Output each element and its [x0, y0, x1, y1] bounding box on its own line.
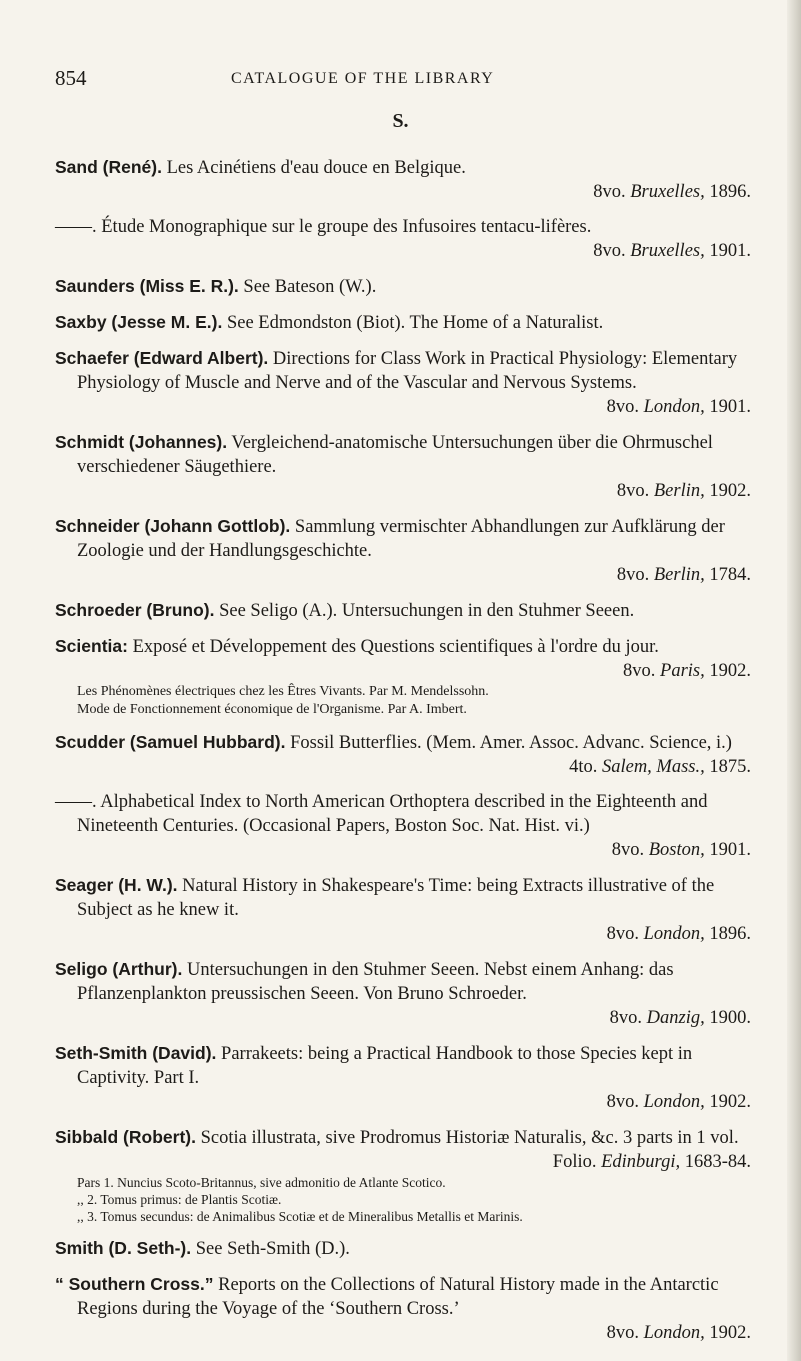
entry-part: Pars 1. Nuncius Scoto-Britannus, sive admonitio de Atlante Scotico. — [77, 1175, 446, 1190]
catalogue-entry — [55, 346, 765, 419]
entry-part: ,, 2. Tomus primus: de Plantis Scotiæ. — [77, 1192, 282, 1207]
entry-author: Smith (D. Seth-). — [55, 1238, 192, 1258]
entry-year: 1902. — [709, 1323, 751, 1343]
catalogue-entry — [55, 514, 765, 587]
entry-place: London, — [643, 1092, 705, 1112]
entry-body — [55, 790, 765, 838]
catalogue-entry — [55, 1125, 765, 1225]
entry-imprint — [55, 1150, 765, 1174]
entry-body — [55, 634, 765, 659]
entry-author: Seager (H. W.). — [55, 875, 178, 895]
entry-place: Bruxelles, — [630, 182, 705, 202]
entry-title: Parrakeets: being a Practical Handbook to those Species kept in Captivity. Part I. — [77, 1044, 693, 1088]
entry-title: See Edmondston (Biot). The Home of a Naturalist. — [222, 313, 604, 333]
entry-year: 1902. — [709, 1092, 751, 1112]
entry-body — [55, 598, 765, 623]
entry-body — [55, 274, 765, 299]
page-edge-shadow — [787, 0, 801, 1361]
catalogue-entry — [55, 598, 765, 623]
entry-imprint — [55, 1321, 765, 1345]
entry-title: ——. Étude Monographique sur le groupe des Infusoires tentacu-lifères. — [55, 217, 592, 237]
entry-title: Vergleichend-anatomische Untersuchungen über die Ohrmuschel verschiedener Säugethiere. — [77, 433, 713, 477]
entry-place: Salem, Mass., — [601, 757, 705, 777]
entry-year: 1901. — [709, 840, 751, 860]
entry-author: “ Southern Cross.” — [55, 1274, 214, 1294]
catalogue-entry — [55, 430, 765, 503]
entry-format: 8vo. — [606, 397, 639, 417]
entry-title: See Seligo (A.). Untersuchungen in den Stuhmer Seeen. — [214, 601, 635, 621]
entry-author: Schmidt (Johannes). — [55, 432, 228, 452]
entry-author: Saxby (Jesse M. E.). — [55, 312, 223, 332]
entry-title: Exposé et Développement des Questions scientifiques à l'ordre du jour. — [127, 637, 659, 657]
entry-format: 8vo. — [616, 481, 650, 501]
entry-place: Berlin, — [653, 481, 705, 501]
entry-body — [55, 346, 765, 395]
catalogue-entry — [55, 1272, 765, 1345]
entry-body — [55, 1125, 765, 1150]
catalogue-entry — [55, 274, 765, 299]
entry-body — [55, 730, 765, 755]
entry-title: Reports on the Collections of Natural History made in the Antarctic Regions during the Voyage of the ‘Southern Cross.’ — [77, 1275, 719, 1319]
entry-year: 1902. — [709, 661, 751, 681]
entry-body — [55, 873, 765, 922]
entry-place: Paris, — [660, 661, 705, 681]
entry-year: 1784. — [709, 565, 751, 585]
catalogue-entry — [55, 155, 765, 204]
entry-place: Danzig, — [646, 1008, 705, 1028]
catalogue-entry — [55, 873, 765, 946]
entry-place: Edinburgi, — [601, 1152, 681, 1172]
entry-place: Berlin, — [653, 565, 705, 585]
entry-author: Saunders (Miss E. R.). — [55, 276, 239, 296]
entry-imprint — [55, 1006, 765, 1030]
entry-format: 8vo. — [623, 661, 656, 681]
entry-year: 1875. — [709, 757, 751, 777]
entry-body — [55, 1272, 765, 1321]
entry-place: London, — [643, 924, 705, 944]
entry-place: London, — [643, 397, 705, 417]
section-letter: S. — [392, 110, 409, 132]
entry-title: See Bateson (W.). — [238, 277, 377, 297]
entry-format: 4to. — [569, 757, 598, 777]
entry-format: 8vo. — [616, 565, 650, 585]
entry-author: Schneider (Johann Gottlob). — [55, 516, 291, 536]
entry-place: Bruxelles, — [630, 241, 705, 261]
entry-author: Scudder (Samuel Hubbard). — [55, 732, 286, 752]
catalogue-entry — [55, 310, 765, 335]
entry-title: ——. Alphabetical Index to North American Orthoptera described in the Eighteenth and Nineteenth Centuries. (Occasional Papers, Boston Soc. Nat. Hist. vi.) — [55, 792, 708, 836]
entry-body — [55, 430, 765, 479]
catalogue-entry — [55, 634, 765, 719]
entry-body — [55, 215, 765, 239]
entry-year: 1896. — [709, 924, 751, 944]
entry-format: 8vo. — [606, 1092, 639, 1112]
catalogue-entry — [55, 215, 765, 263]
entry-year: 1896. — [709, 182, 751, 202]
entry-imprint — [55, 922, 765, 946]
entry-title: Untersuchungen in den Stuhmer Seeen. Nebst einem Anhang: das Pflanzenplankton preussischen Seeen. Von Bruno Schroeder. — [77, 960, 674, 1004]
entry-body — [55, 310, 765, 335]
page-number: 854 — [55, 66, 87, 90]
entry-format: 8vo. — [609, 1008, 643, 1028]
entry-format: 8vo. — [611, 840, 645, 860]
entry-note: Mode de Fonctionnement économique de l'Organisme. Par A. Imbert. — [77, 702, 467, 717]
entry-imprint — [55, 755, 765, 779]
entry-imprint — [55, 838, 765, 862]
page-header — [55, 66, 755, 96]
entry-format: 8vo. — [606, 1323, 639, 1343]
entry-title: See Seth-Smith (D.). — [191, 1239, 350, 1259]
entry-imprint — [55, 180, 765, 204]
entry-format: 8vo. — [593, 241, 626, 261]
catalogue-entries — [55, 155, 765, 1356]
entry-title: Fossil Butterflies. (Mem. Amer. Assoc. Advanc. Science, i.) — [285, 733, 732, 753]
entry-year: 1901. — [709, 241, 751, 261]
entry-imprint — [55, 395, 765, 419]
catalogue-entry — [55, 1236, 765, 1261]
entry-imprint — [55, 479, 765, 503]
entry-title: Les Acinétiens d'eau douce en Belgique. — [161, 158, 466, 178]
entry-title: Sammlung vermischter Abhandlungen zur Aufklärung der Zoologie und der Handlungsgeschichte. — [77, 517, 725, 561]
entry-body — [55, 1236, 765, 1261]
entry-year: 1683-84. — [684, 1152, 751, 1172]
entry-imprint — [55, 563, 765, 587]
running-head: CATALOGUE OF THE LIBRARY — [231, 70, 495, 87]
entry-place: London, — [643, 1323, 705, 1343]
entry-year: 1901. — [709, 397, 751, 417]
entry-format: 8vo. — [593, 182, 626, 202]
catalogue-entry — [55, 957, 765, 1030]
entry-year: 1902. — [709, 481, 751, 501]
entry-imprint — [55, 239, 765, 263]
entry-title: Directions for Class Work in Practical Physiology: Elementary Physiology of Muscle and Nerve and of the Vascular and Nervous Systems. — [77, 349, 738, 393]
entry-author: Schaefer (Edward Albert). — [55, 348, 269, 368]
entry-note: Les Phénomènes électriques chez les Êtres Vivants. Par M. Mendelssohn. — [77, 684, 489, 699]
entry-title: Natural History in Shakespeare's Time: being Extracts illustrative of the Subject as he knew it. — [77, 876, 715, 920]
entry-author: Schroeder (Bruno). — [55, 600, 215, 620]
entry-body — [55, 514, 765, 563]
entry-imprint — [55, 1090, 765, 1114]
entry-body — [55, 1041, 765, 1090]
entry-body — [55, 957, 765, 1006]
catalogue-entry — [55, 790, 765, 862]
entry-author: Sand (René). — [55, 157, 162, 177]
catalogue-entry — [55, 730, 765, 779]
entry-author: Seligo (Arthur). — [55, 959, 183, 979]
catalogue-entry — [55, 1041, 765, 1114]
entry-place: Boston, — [648, 840, 705, 860]
entry-title: Scotia illustrata, sive Prodromus Historiæ Naturalis, &c. 3 parts in 1 vol. — [195, 1128, 739, 1148]
entry-author: Sibbald (Robert). — [55, 1127, 196, 1147]
entry-author: Scientia: — [55, 636, 128, 656]
entry-format: 8vo. — [606, 924, 639, 944]
entry-format: Folio. — [552, 1152, 597, 1172]
entry-year: 1900. — [709, 1008, 751, 1028]
entry-body — [55, 155, 765, 180]
entry-author: Seth-Smith (David). — [55, 1043, 217, 1063]
entry-part: ,, 3. Tomus secundus: de Animalibus Scotiæ et de Mineralibus Metallis et Marinis. — [77, 1209, 523, 1224]
entry-imprint — [55, 659, 765, 683]
